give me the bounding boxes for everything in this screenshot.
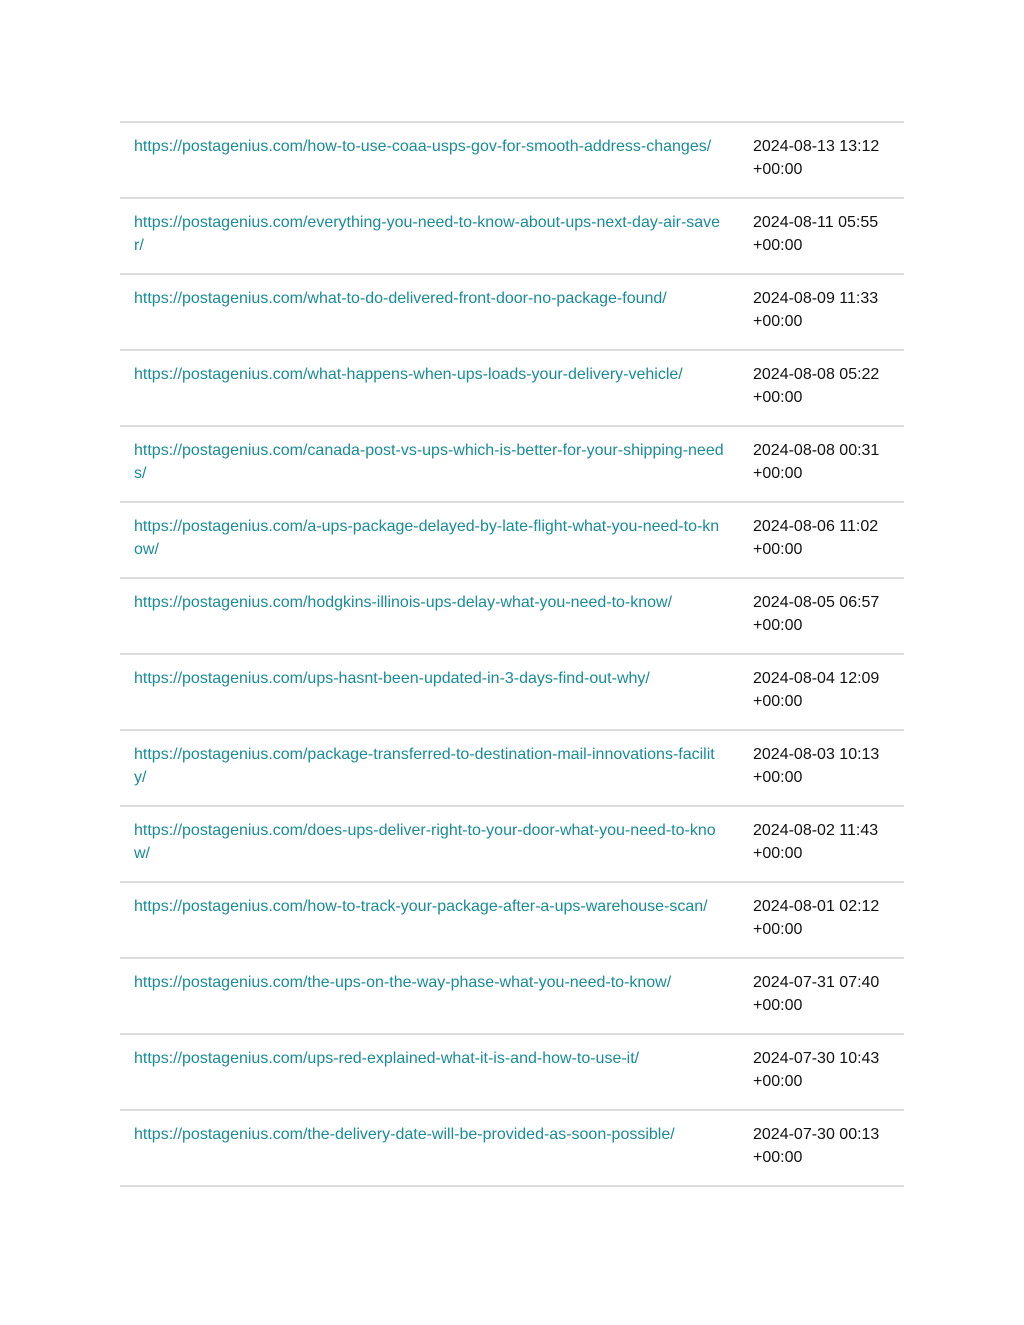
url-link[interactable]: https://postagenius.com/does-ups-deliver-right-to-your-door-what-you-need-to-know/ (134, 822, 716, 862)
lastmod-timezone: +00:00 (753, 465, 803, 482)
url-cell (120, 427, 725, 501)
lastmod-cell (725, 503, 904, 577)
url-cell (120, 199, 725, 273)
url-link[interactable]: https://postagenius.com/package-transferred-to-destination-mail-innovations-facility/ (134, 746, 715, 786)
lastmod-cell (725, 807, 904, 881)
url-link[interactable]: https://postagenius.com/canada-post-vs-ups-which-is-better-for-your-shipping-needs/ (134, 442, 724, 482)
lastmod-timezone: +00:00 (753, 693, 803, 710)
url-link[interactable]: https://postagenius.com/the-ups-on-the-way-phase-what-you-need-to-know/ (134, 974, 672, 991)
lastmod-cell (725, 275, 904, 349)
lastmod-cell (725, 199, 904, 273)
url-cell (120, 275, 725, 349)
url-cell (120, 655, 725, 729)
url-link[interactable]: https://postagenius.com/ups-red-explained-what-it-is-and-how-to-use-it/ (134, 1050, 640, 1067)
url-cell (120, 351, 725, 425)
lastmod-date: 2024-08-11 05:55 (753, 214, 879, 231)
lastmod-date: 2024-08-01 02:12 (753, 898, 880, 915)
lastmod-date: 2024-08-13 13:12 (753, 138, 880, 155)
table-row (120, 199, 904, 275)
url-link[interactable]: https://postagenius.com/hodgkins-illinois-ups-delay-what-you-need-to-know/ (134, 594, 673, 611)
table-row (120, 959, 904, 1035)
lastmod-cell (725, 1035, 904, 1109)
table-row (120, 275, 904, 351)
url-link[interactable]: https://postagenius.com/a-ups-package-delayed-by-late-flight-what-you-need-to-know/ (134, 518, 720, 558)
table-row (120, 503, 904, 579)
lastmod-timezone: +00:00 (753, 769, 803, 786)
url-link[interactable]: https://postagenius.com/how-to-use-coaa-usps-gov-for-smooth-address-changes/ (134, 138, 712, 155)
lastmod-date: 2024-08-03 10:13 (753, 746, 880, 763)
lastmod-cell (725, 123, 904, 197)
lastmod-date: 2024-08-08 05:22 (753, 366, 880, 383)
url-link[interactable]: https://postagenius.com/ups-hasnt-been-updated-in-3-days-find-out-why/ (134, 670, 650, 687)
lastmod-date: 2024-08-05 06:57 (753, 594, 880, 611)
url-cell (120, 1035, 725, 1109)
lastmod-date: 2024-08-04 12:09 (753, 670, 880, 687)
table-row (120, 655, 904, 731)
lastmod-date: 2024-07-30 10:43 (753, 1050, 880, 1067)
lastmod-date: 2024-08-09 11:33 (753, 290, 879, 307)
url-cell (120, 959, 725, 1033)
table-row (120, 807, 904, 883)
lastmod-timezone: +00:00 (753, 997, 803, 1014)
url-cell (120, 123, 725, 197)
url-cell (120, 883, 725, 957)
url-cell (120, 807, 725, 881)
url-link[interactable]: https://postagenius.com/everything-you-need-to-know-about-ups-next-day-air-saver/ (134, 214, 721, 254)
lastmod-date: 2024-07-31 07:40 (753, 974, 880, 991)
sitemap-table (120, 121, 904, 1187)
lastmod-cell (725, 959, 904, 1033)
table-row (120, 1035, 904, 1111)
table-row (120, 427, 904, 503)
lastmod-timezone: +00:00 (753, 1073, 803, 1090)
lastmod-date: 2024-07-30 00:13 (753, 1126, 880, 1143)
table-row (120, 883, 904, 959)
lastmod-date: 2024-08-02 11:43 (753, 822, 879, 839)
url-cell (120, 579, 725, 653)
lastmod-cell (725, 427, 904, 501)
url-link[interactable]: https://postagenius.com/what-happens-when-ups-loads-your-delivery-vehicle/ (134, 366, 683, 383)
lastmod-cell (725, 579, 904, 653)
lastmod-timezone: +00:00 (753, 161, 803, 178)
lastmod-date: 2024-08-08 00:31 (753, 442, 880, 459)
lastmod-cell (725, 655, 904, 729)
url-cell (120, 503, 725, 577)
lastmod-timezone: +00:00 (753, 617, 803, 634)
lastmod-cell (725, 1111, 904, 1185)
lastmod-cell (725, 351, 904, 425)
table-row (120, 1111, 904, 1187)
lastmod-date: 2024-08-06 11:02 (753, 518, 879, 535)
url-link[interactable]: https://postagenius.com/how-to-track-your-package-after-a-ups-warehouse-scan/ (134, 898, 708, 915)
lastmod-timezone: +00:00 (753, 237, 803, 254)
table-row (120, 579, 904, 655)
lastmod-timezone: +00:00 (753, 845, 803, 862)
url-link[interactable]: https://postagenius.com/the-delivery-date-will-be-provided-as-soon-possible/ (134, 1126, 675, 1143)
table-row (120, 123, 904, 199)
url-cell (120, 1111, 725, 1185)
lastmod-timezone: +00:00 (753, 921, 803, 938)
lastmod-cell (725, 731, 904, 805)
url-cell (120, 731, 725, 805)
url-link[interactable]: https://postagenius.com/what-to-do-delivered-front-door-no-package-found/ (134, 290, 667, 307)
table-row (120, 731, 904, 807)
lastmod-timezone: +00:00 (753, 389, 803, 406)
lastmod-timezone: +00:00 (753, 1149, 803, 1166)
lastmod-cell (725, 883, 904, 957)
table-row (120, 351, 904, 427)
lastmod-timezone: +00:00 (753, 541, 803, 558)
lastmod-timezone: +00:00 (753, 313, 803, 330)
